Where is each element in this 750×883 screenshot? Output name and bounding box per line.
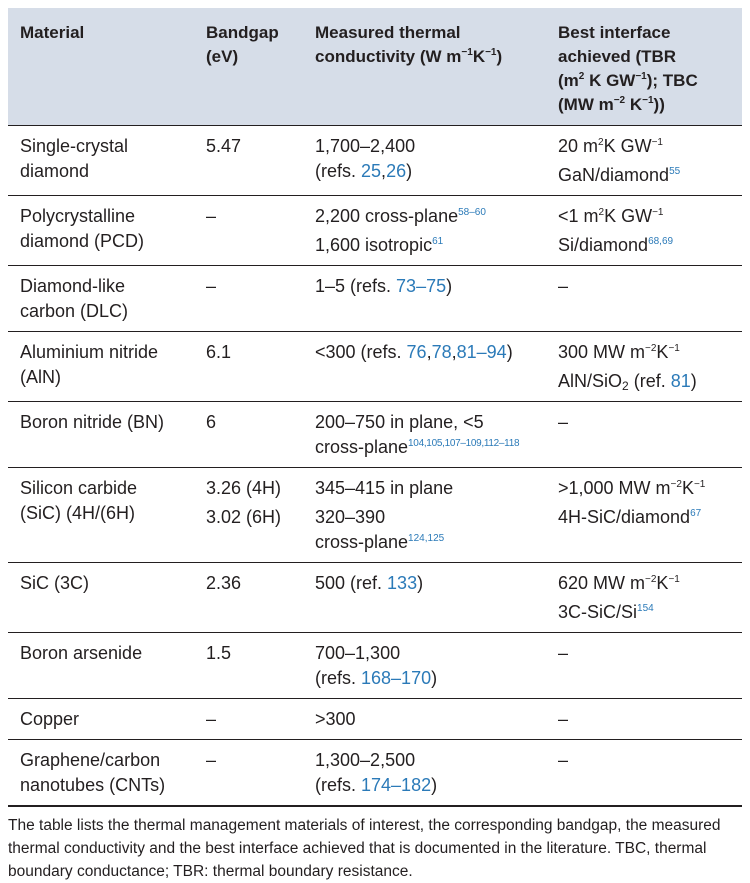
reference-link[interactable]: 73–75 [396,276,447,296]
cell-material: Boron nitride (BN) [8,402,194,468]
table-row [8,126,742,196]
materials-table [8,8,742,807]
cell-material: Aluminium nitride (AlN) [8,332,194,402]
header-bandgap: Bandgap (eV) [194,8,303,126]
header-interface: Best interface achieved (TBR ($m^2$ K $GW^{-1}$); TBC (MW $m^{-2}$ $K^{-1}$)) [546,8,742,126]
reference-link[interactable]: 76 [406,342,427,362]
table-row [8,699,742,740]
reference-link[interactable]: 154 [637,603,654,614]
cell-bandgap: 2.36 [194,563,303,633]
cell-bandgap: 1.5 [194,633,303,699]
cell-conductivity: 500 (ref. 133) [303,563,546,633]
cell-bandgap: 3.26 (4H) 3.02 (6H) [194,468,303,563]
cell-conductivity: 200–750 in plane, <5 cross-plane$^{104,105,107-109,112-118}$ [303,402,546,468]
cell-material: Silicon carbide (SiC) (4H/(6H) [8,468,194,563]
header-conductivity: Measured thermal conductivity (W $m^{-1}K^{-1}$) [303,8,546,126]
header-material: Material [8,8,194,126]
cell-conductivity: 1,700–2,400 (refs. 25,26) [303,126,546,196]
reference-link[interactable]: 67 [690,508,702,519]
cell-conductivity: 345–415 in plane 320–390 cross-plane$^{124,125}$ [303,468,546,563]
cell-conductivity: >300 [303,699,546,740]
table-caption: The table lists the thermal management materials of interest, the corresponding bandgap, the measured thermal conductivity and the best interface achieved that is documented in the literature. TBC, thermal boundary conductance; TBR: thermal boundary resistance. [8,816,721,880]
cell-interface: – [546,740,742,807]
reference-link[interactable]: 26 [386,161,407,181]
cell-bandgap: 6.1 [194,332,303,402]
cell-conductivity: <300 (refs. 76,78,81–94) [303,332,546,402]
cell-bandgap: – [194,196,303,266]
cell-material: Graphene/carbon nanotubes (CNTs) [8,740,194,807]
cell-material: SiC (3C) [8,563,194,633]
reference-link[interactable]: 61 [432,236,444,247]
cell-interface: 20 $m^2K$ $GW^{-1}$ GaN/diamond$^{55}$ [546,126,742,196]
reference-link[interactable]: 133 [387,573,418,593]
cell-bandgap: 6 [194,402,303,468]
table-row [8,402,742,468]
reference-link[interactable]: 81–94 [456,342,507,362]
table-row [8,468,742,563]
cell-material: Copper [8,699,194,740]
cell-interface: – [546,633,742,699]
cell-interface: – [546,266,742,332]
reference-link[interactable]: 78 [431,342,452,362]
cell-bandgap: – [194,740,303,807]
reference-link[interactable]: 55 [669,166,681,177]
table-row [8,196,742,266]
cell-conductivity: 2,200 cross-plane$^{58-60}$ 1,600 isotropic$^{61}$ [303,196,546,266]
cell-interface: – [546,402,742,468]
cell-material: Polycrystalline diamond (PCD) [8,196,194,266]
table-row [8,563,742,633]
reference-link[interactable]: 68,69 [648,236,674,247]
table-row [8,332,742,402]
cell-material: Single-crystal diamond [8,126,194,196]
table-body [8,126,742,807]
cell-interface: – [546,699,742,740]
cell-interface: >1,000 MW $m^{-2}K^{-1}$ 4H-SiC/diamond$^{67}$ [546,468,742,563]
reference-link[interactable]: 25 [361,161,382,181]
cell-conductivity: 1,300–2,500 (refs. 174–182) [303,740,546,807]
reference-link[interactable]: 81 [670,371,691,391]
reference-link[interactable]: 104,105,107–109,112–118 [408,438,520,449]
cell-interface: <1 $m^2K$ $GW^{-1}$ Si/diamond$^{68,69}$ [546,196,742,266]
header-row [8,8,742,126]
table-row [8,740,742,807]
table-header [8,8,742,126]
cell-conductivity: 700–1,300 (refs. 168–170) [303,633,546,699]
table-row [8,633,742,699]
cell-bandgap: – [194,266,303,332]
cell-interface: 300 MW $m^{-2}K^{-1}$ AlN/SiO$_2$ (ref. 81) [546,332,742,402]
cell-material: Diamond-like carbon (DLC) [8,266,194,332]
reference-link[interactable]: 124,125 [408,533,445,544]
cell-conductivity: 1–5 (refs. 73–75) [303,266,546,332]
table-row [8,266,742,332]
cell-bandgap: 5.47 [194,126,303,196]
cell-bandgap: – [194,699,303,740]
reference-link[interactable]: 58–60 [458,207,486,218]
reference-link[interactable]: 168–170 [361,668,432,688]
cell-material: Boron arsenide [8,633,194,699]
reference-link[interactable]: 174–182 [361,775,432,795]
cell-interface: 620 MW $m^{-2}K^{-1}$ 3C-SiC/Si$^{154}$ [546,563,742,633]
